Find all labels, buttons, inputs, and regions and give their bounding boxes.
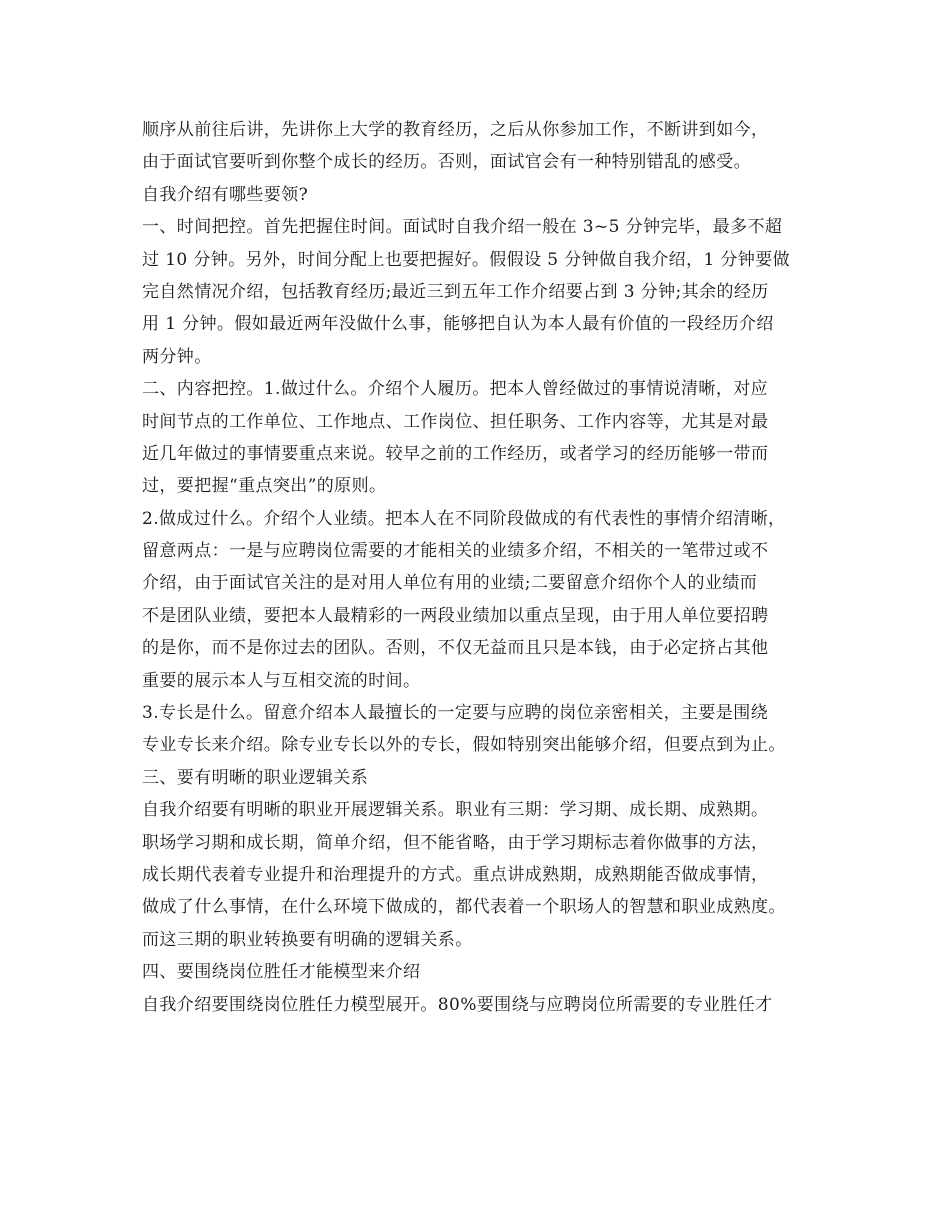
text-line: 成长期代表着专业提升和治理提升的方式。重点讲成熟期，成熟期能否做成事情， bbox=[142, 864, 769, 885]
text-line: 过 10 分钟。另外，时间分配上也要把握好。假假设 5 分钟做自我介绍，1 分钟要做 bbox=[142, 249, 791, 270]
text-line: 不是团队业绩，要把本人最精彩的一两段业绩加以重点呈现，由于用人单位要招聘 bbox=[142, 605, 769, 626]
text-line: 3.专长是什么。留意介绍本人最擅长的一定要与应聘的岗位亲密相关，主要是围绕 bbox=[142, 703, 769, 724]
text-line: 由于面试官要听到你整个成长的经历。否则，面试官会有一种特别错乱的感受。 bbox=[142, 152, 751, 173]
text-line: 自我介绍要围绕岗位胜任力模型展开。80%要围绕与应聘岗位所需要的专业胜任才 bbox=[142, 994, 773, 1015]
text-line: 而这三期的职业转换要有明确的逻辑关系。 bbox=[142, 929, 473, 950]
section-question: 自我介绍有哪些要领? bbox=[142, 184, 309, 205]
text-line: 做成了什么事情，在什么环境下做成的，都代表着一个职场人的智慧和职业成熟度。 bbox=[142, 897, 786, 918]
text-line: 过，要把握“重点突出”的原则。 bbox=[142, 476, 387, 497]
body-text bbox=[142, 114, 832, 1021]
text-line: 二、内容把控。1.做过什么。介绍个人履历。把本人曾经做过的事情说清晰，对应 bbox=[142, 379, 769, 400]
text-line: 职场学习期和成长期，简单介绍，但不能省略，由于学习期标志着你做事的方法， bbox=[142, 832, 769, 853]
text-line: 专业专长来介绍。除专业专长以外的专长，假如特别突出能够介绍，但要点到为止。 bbox=[142, 735, 786, 756]
text-line: 两分钟。 bbox=[142, 346, 212, 367]
text-line: 完自然情况介绍，包括教育经历;最近三到五年工作介绍要占到 3 分钟;其余的经历 bbox=[142, 281, 769, 302]
text-line: 一、时间把控。首先把握住时间。面试时自我介绍一般在 3~5 分钟完毕，最多不超 bbox=[142, 217, 783, 238]
text-line: 顺序从前往后讲，先讲你上大学的教育经历，之后从你参加工作，不断讲到如今， bbox=[142, 120, 769, 140]
section-heading: 三、要有明晰的职业逻辑关系 bbox=[142, 767, 369, 788]
text-line: 时间节点的工作单位、工作地点、工作岗位、担任职务、工作内容等，尤其是对最 bbox=[142, 411, 769, 432]
text-line: 留意两点：一是与应聘岗位需要的才能相关的业绩多介绍，不相关的一笔带过或不 bbox=[142, 541, 769, 562]
text-line: 用 1 分钟。假如最近两年没做什么事，能够把自认为本人最有价值的一段经历介绍 bbox=[142, 314, 774, 335]
text-line: 介绍，由于面试官关注的是对用人单位有用的业绩;二要留意介绍你个人的业绩而 bbox=[142, 573, 758, 594]
text-line: 重要的展示本人与互相交流的时间。 bbox=[142, 670, 421, 691]
text-line: 2.做成过什么。介绍个人业绩。把本人在不同阶段做成的有代表性的事情介绍清晰， bbox=[142, 508, 786, 529]
section-heading: 四、要围绕岗位胜任才能模型来介绍 bbox=[142, 962, 421, 983]
text-line: 自我介绍要有明晰的职业开展逻辑关系。职业有三期：学习期、成长期、成熟期。 bbox=[142, 800, 769, 821]
text-line: 的是你，而不是你过去的团队。否则，不仅无益而且只是本钱，由于必定挤占其他 bbox=[142, 638, 769, 659]
text-line: 近几年做过的事情要重点来说。较早之前的工作经历，或者学习的经历能够一带而 bbox=[142, 443, 769, 464]
